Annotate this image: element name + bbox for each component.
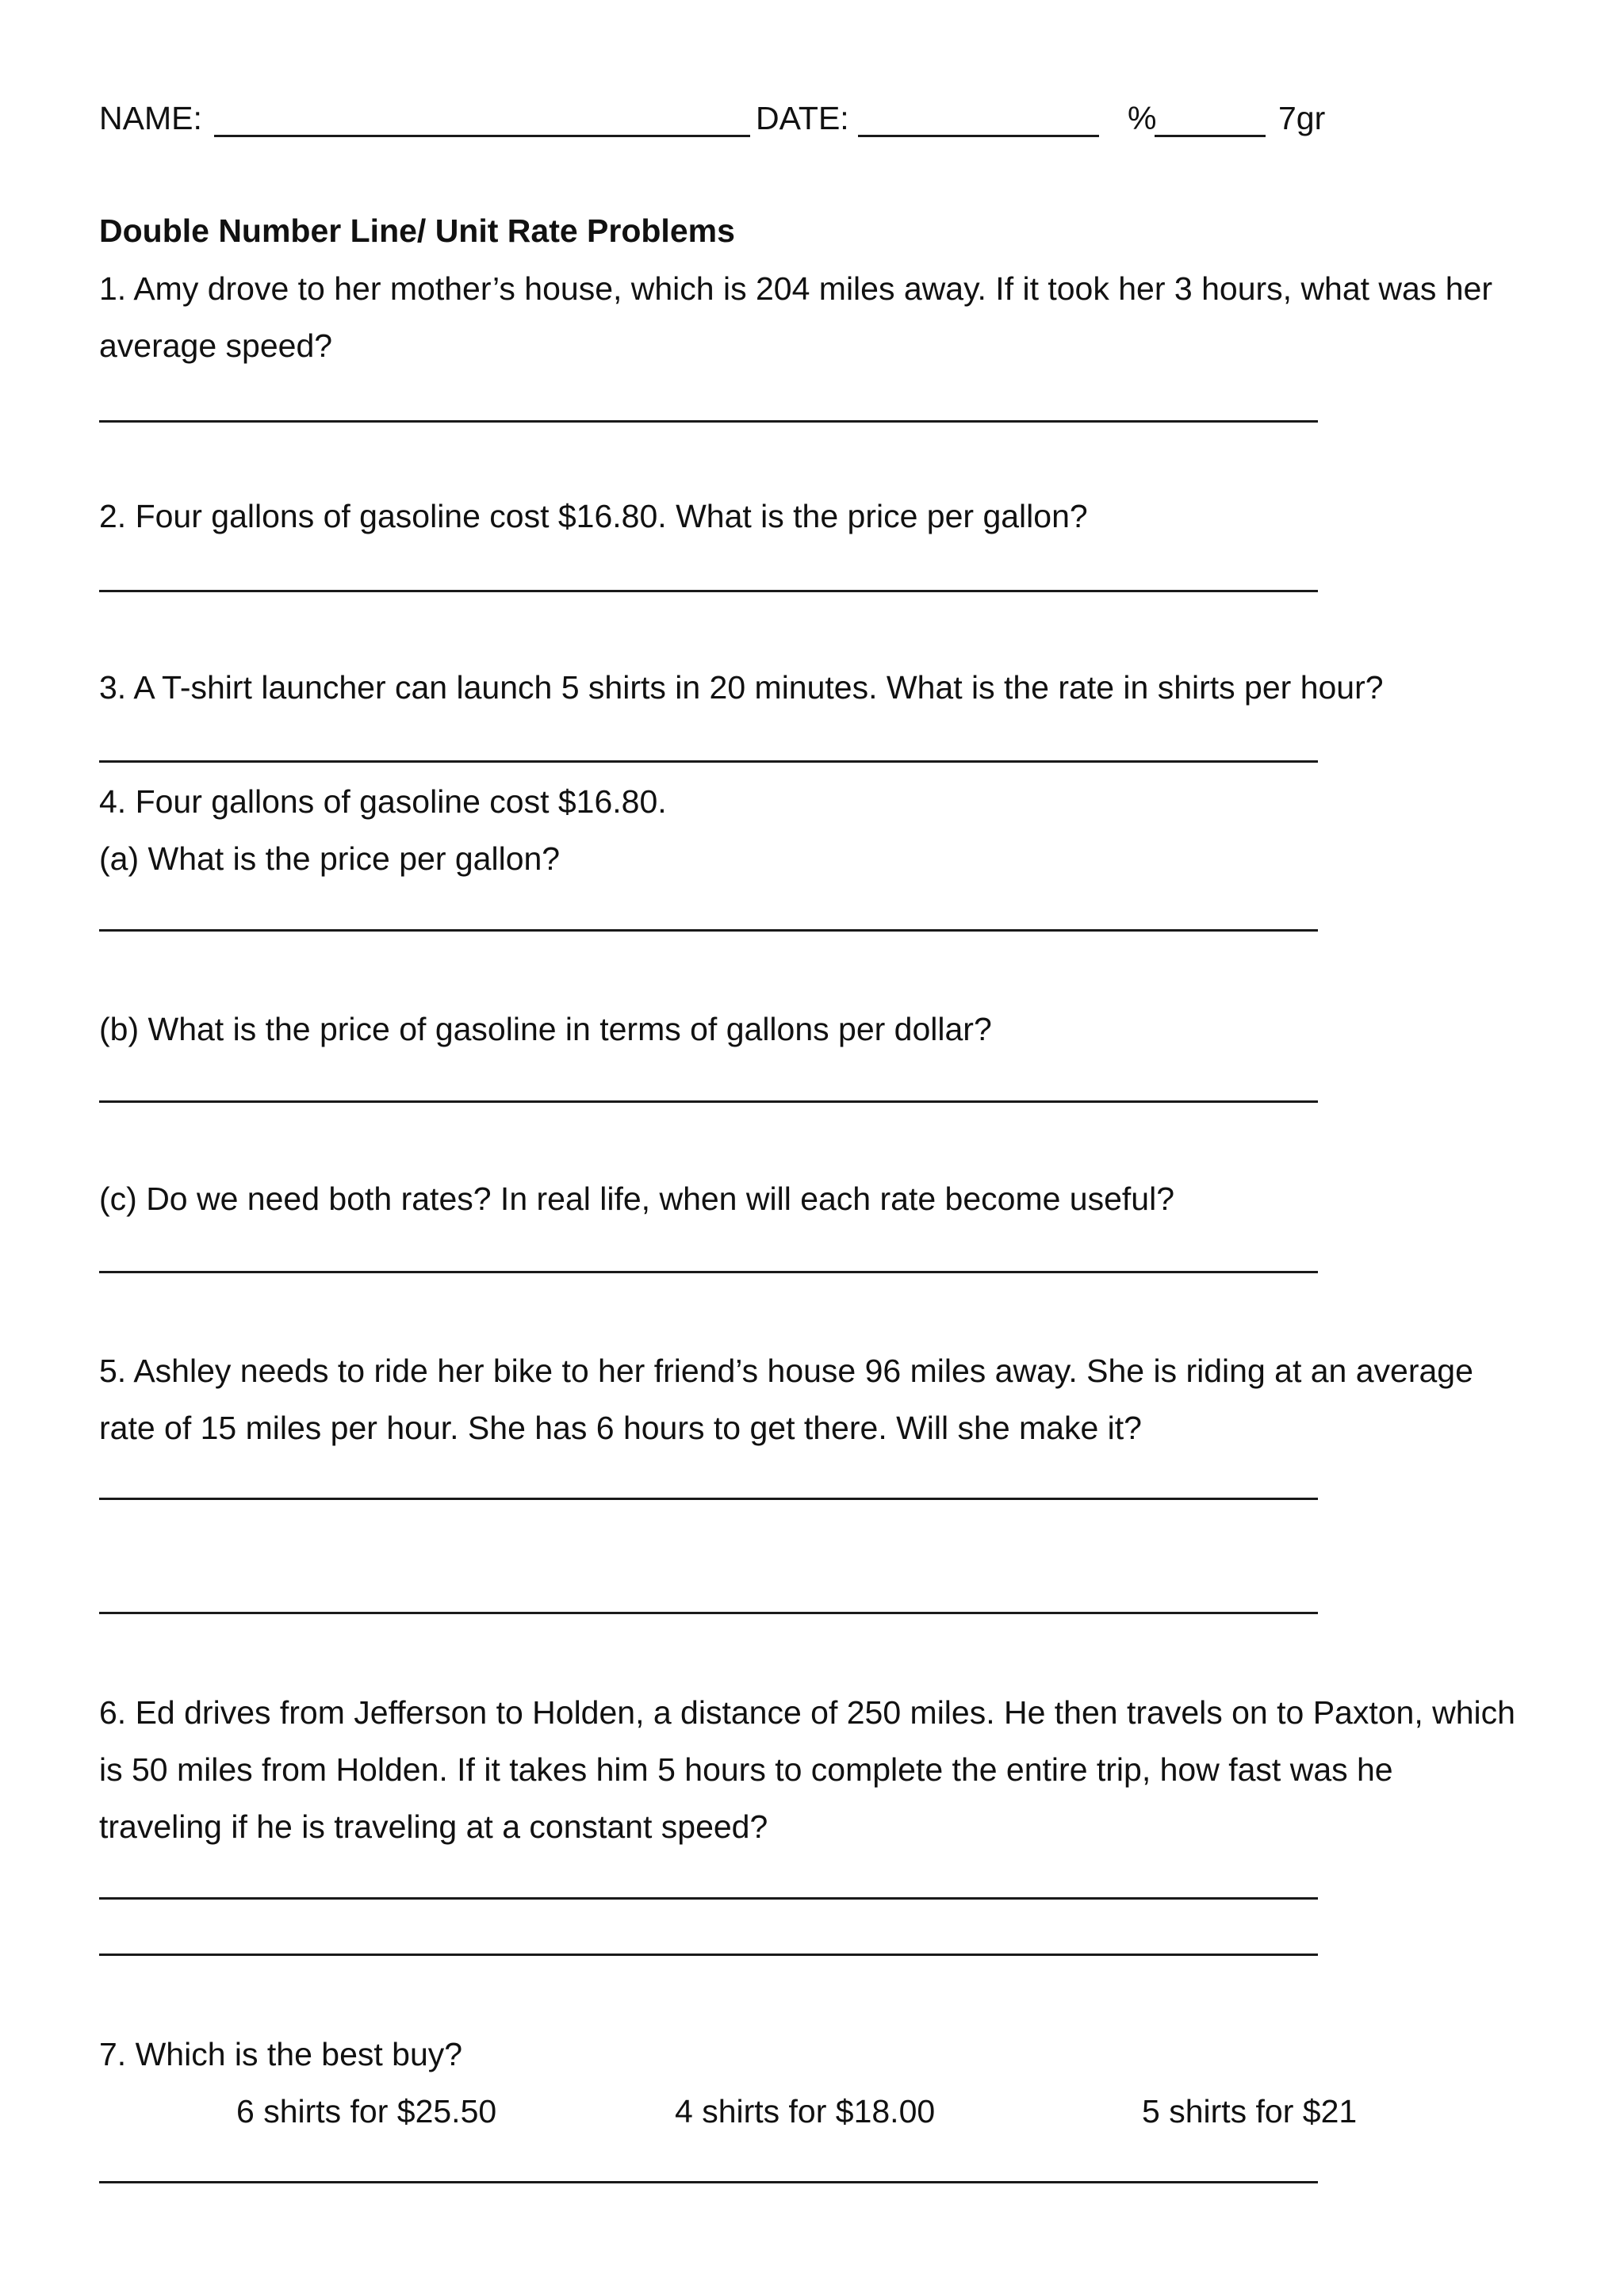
answer-line-6a[interactable] [99, 1897, 1318, 1900]
question-1-line-1: 1. Amy drove to her mother’s house, which is 204 miles away. If it took her 3 hours, what was her [99, 270, 1492, 307]
answer-line-2[interactable] [99, 590, 1318, 592]
answer-line-1[interactable] [99, 420, 1318, 423]
answer-line-5a[interactable] [99, 1498, 1318, 1500]
option-3: 5 shirts for $21 [1142, 2093, 1358, 2130]
question-7-line-1: 7. Which is the best buy? [99, 2036, 463, 2072]
answer-line-3[interactable] [99, 760, 1318, 763]
answer-line-4a[interactable] [99, 929, 1318, 932]
name-blank[interactable] [214, 135, 750, 137]
question-6-line-1: 6. Ed drives from Jefferson to Holden, a distance of 250 miles. He then travels on to Paxton, which [99, 1694, 1515, 1731]
answer-line-6b[interactable] [99, 1954, 1318, 1956]
question-6-line-3: traveling if he is traveling at a constant speed? [99, 1808, 768, 1845]
percent-label: % [1128, 100, 1157, 136]
question-6-line-2: is 50 miles from Holden. If it takes him 5 hours to complete the entire trip, how fast was he [99, 1751, 1393, 1788]
question-4b: (b) What is the price of gasoline in terms of gallons per dollar? [99, 1011, 992, 1047]
answer-line-4b[interactable] [99, 1100, 1318, 1103]
question-1-line-2: average speed? [99, 327, 333, 364]
date-blank[interactable] [858, 135, 1099, 137]
question-2-line-1: 2. Four gallons of gasoline cost $16.80. What is the price per gallon? [99, 498, 1088, 534]
question-3-line-1: 3. A T-shirt launcher can launch 5 shirts in 20 minutes. What is the rate in shirts per hour? [99, 669, 1384, 706]
question-5-line-1: 5. Ashley needs to ride her bike to her friend’s house 96 miles away. She is riding at an average [99, 1353, 1473, 1389]
question-4-line-1: 4. Four gallons of gasoline cost $16.80. [99, 783, 667, 820]
worksheet-title: Double Number Line/ Unit Rate Problems [99, 212, 735, 249]
answer-line-4c[interactable] [99, 1271, 1318, 1273]
grade-label: 7gr [1278, 100, 1326, 136]
percent-blank[interactable] [1155, 135, 1266, 137]
question-4a: (a) What is the price per gallon? [99, 840, 561, 877]
question-5-line-2: rate of 15 miles per hour. She has 6 hours to get there. Will she make it? [99, 1410, 1142, 1446]
date-label: DATE: [756, 100, 849, 136]
name-label: NAME: [99, 100, 202, 136]
option-1: 6 shirts for $25.50 [236, 2093, 497, 2130]
option-2: 4 shirts for $18.00 [675, 2093, 936, 2130]
answer-line-7[interactable] [99, 2181, 1318, 2183]
question-4c: (c) Do we need both rates? In real life, when will each rate become useful? [99, 1181, 1175, 1217]
answer-line-5b[interactable] [99, 1612, 1318, 1614]
